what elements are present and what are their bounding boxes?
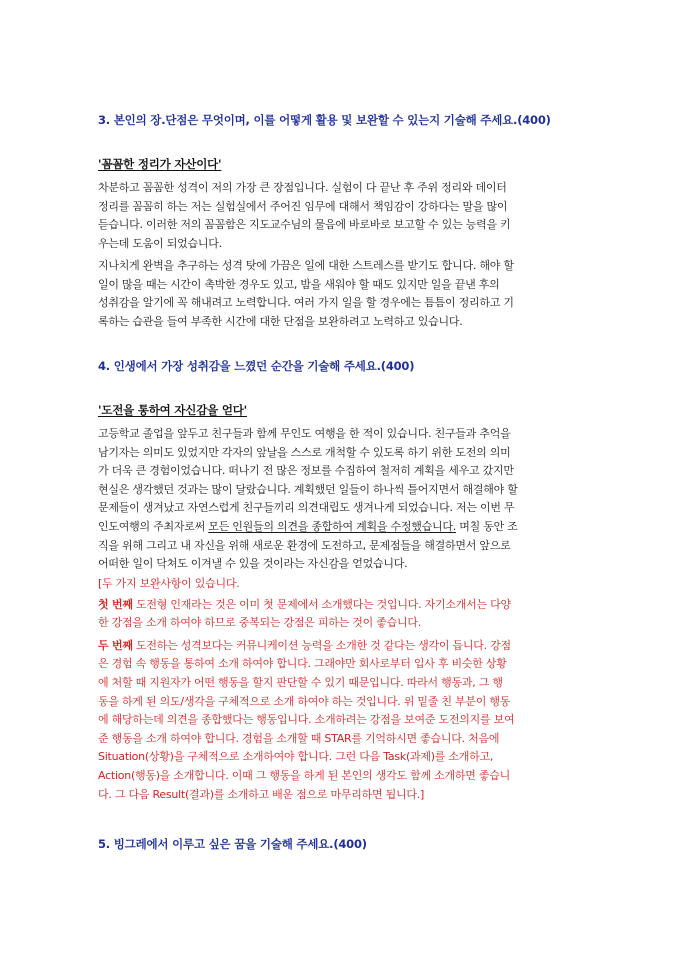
feedback-intro: [두 가지 보완사항이 있습니다. [98, 577, 240, 590]
text-line [98, 518, 584, 537]
text-line: 지나치게 완벽을 추구하는 성격 탓에 가끔은 일에 대한 스트레스를 받기도 합니다. 해야 할 [98, 259, 514, 272]
text-segment: 인도여행의 주최자로써 [98, 519, 209, 533]
answer-4-paragraph [98, 425, 584, 574]
answer-3-paragraph-2 [98, 257, 584, 331]
question-4-title: 4. 인생에서 가장 성취감을 느꼈던 순간을 기술해 주세요.(400) [98, 359, 415, 373]
text-line: 은 경험 속 행동을 통하여 소개 하여야 합니다. 그래야만 회사로부터 입사 후 비슷한 상황 [98, 657, 507, 671]
text-line: 한 강점을 소개 하여야 하므로 중복되는 강점은 피하는 것이 좋습니다. [98, 616, 421, 630]
text-line: 성취감을 알기에 꼭 해내려고 노력합니다. 여러 가지 일을 할 경우에는 틈틈이 정리하고 기 [98, 296, 514, 310]
reviewer-feedback [98, 575, 584, 804]
text-line: 록하는 습관을 들여 부족한 시간에 대한 단점을 보완하려고 노력하고 있습니다. [98, 314, 463, 328]
text-line: 정리를 꼼꼼히 하는 저는 실험실에서 주어진 임무에 대해서 책임감이 강하다는 말을 많이 [98, 199, 508, 213]
text-line: 직을 위해 그리고 내 자신을 위해 새로운 환경에 도전하고, 문제점들을 해결하면서 앞으로 [98, 538, 511, 552]
answer-3-paragraph-1 [98, 179, 584, 253]
text-segment: 도전형 인재라는 것은 이미 첫 문제에서 소개했다는 것입니다. 자기소개서는 다양 [132, 597, 511, 611]
text-line: 에 처할 때 지원자가 어떤 행동을 할지 판단할 수 있기 때문입니다. 따라서 행동과, 그 행 [98, 675, 503, 689]
feedback-second-line [98, 637, 584, 656]
text-line: 에 해당하는데 의견을 종합했다는 행동입니다. 소개하려는 강점을 보여준 도전의지를 보여 [98, 713, 515, 727]
text-line: 고등학교 졸업을 앞두고 친구들과 함께 무인도 여행을 한 적이 있습니다. 친구들과 추억을 [98, 427, 511, 440]
feedback-first-line [98, 596, 584, 615]
text-line: 준 행동을 소개 하여야 합니다. 경험을 소개할 때 STAR를 기억하시면 좋습니다. 처음에 [98, 731, 500, 745]
underlined-action: 모든 인원들의 의견을 종합하여 계획을 수정했습니다. [208, 519, 457, 533]
text-line: 문제들이 생겨났고 자연스럽게 친구들끼리 의견대립도 생겨나게 되었습니다. 저는 이번 무 [98, 501, 515, 515]
text-line: 일이 많을 때는 시간이 촉박한 경우도 있고, 밤을 새워야 할 때도 있지만 일을 끝낸 후의 [98, 277, 500, 291]
text-line: 어떠한 일이 닥쳐도 이겨낼 수 있을 것이라는 자신감을 얻었습니다. [98, 557, 408, 571]
text-line: Situation(상황)을 구체적으로 소개하여야 합니다. 그런 다음 Task(과제)를 소개하고, [98, 750, 494, 764]
text-line: 듣습니다. 이러한 저의 꼼꼼함은 지도교수님의 물음에 바로바로 보고할 수 있는 능력을 키 [98, 218, 511, 232]
question-3-title: 3. 본인의 장.단점은 무엇이며, 이를 어떻게 활용 및 보완할 수 있는지 기술해 주세요.(400) [98, 113, 551, 127]
text-line: 우는데 도움이 되었습니다. [98, 236, 222, 250]
feedback-second-label: 두 번째 [98, 638, 133, 652]
text-line: 가 더욱 큰 경험이었습니다. 떠나기 전 많은 정보를 수집하여 철저히 계획을 세우고 갔지만 [98, 464, 514, 478]
text-line: 다. 그 다음 Result(결과)를 소개하고 배운 점으로 마무리하면 됩니다.] [98, 787, 425, 801]
text-line: 현실은 생각했던 것과는 많이 달랐습니다. 계획했던 일들이 하나씩 틀어지면서 해결해야 할 [98, 482, 518, 496]
text-line: 동을 하게 된 의도/생각을 구체적으로 소개 하여야 하는 것입니다. 위 밑줄 친 부분이 행동 [98, 694, 511, 708]
answer-3-subtitle: '꼼꼼한 정리가 자산이다' [98, 157, 222, 171]
answer-4-subtitle: '도전을 통하여 자신감을 얻다' [98, 403, 247, 417]
text-segment: 도전하는 성격보다는 커뮤니케이션 능력을 소개한 것 같다는 생각이 듭니다. 강점 [132, 638, 511, 652]
question-5-title: 5. 빙그레에서 이루고 싶은 꿈을 기술해 주세요.(400) [98, 837, 367, 851]
text-line: 남기자는 의미도 있었지만 각자의 앞날을 스스로 개척할 수 있도록 하기 위한 도전의 의미 [98, 445, 511, 459]
text-line: Action(행동)을 소개합니다. 이때 그 행동을 하게 된 본인의 생각도 함께 소개하면 좋습니 [98, 768, 511, 782]
text-line: 차분하고 꼼꼼한 성격이 저의 가장 큰 장점입니다. 실험이 다 끝난 후 주위 정리와 데이터 [98, 181, 507, 194]
text-segment: 며칠 동안 조 [456, 519, 518, 533]
feedback-first-label: 첫 번째 [98, 597, 133, 611]
